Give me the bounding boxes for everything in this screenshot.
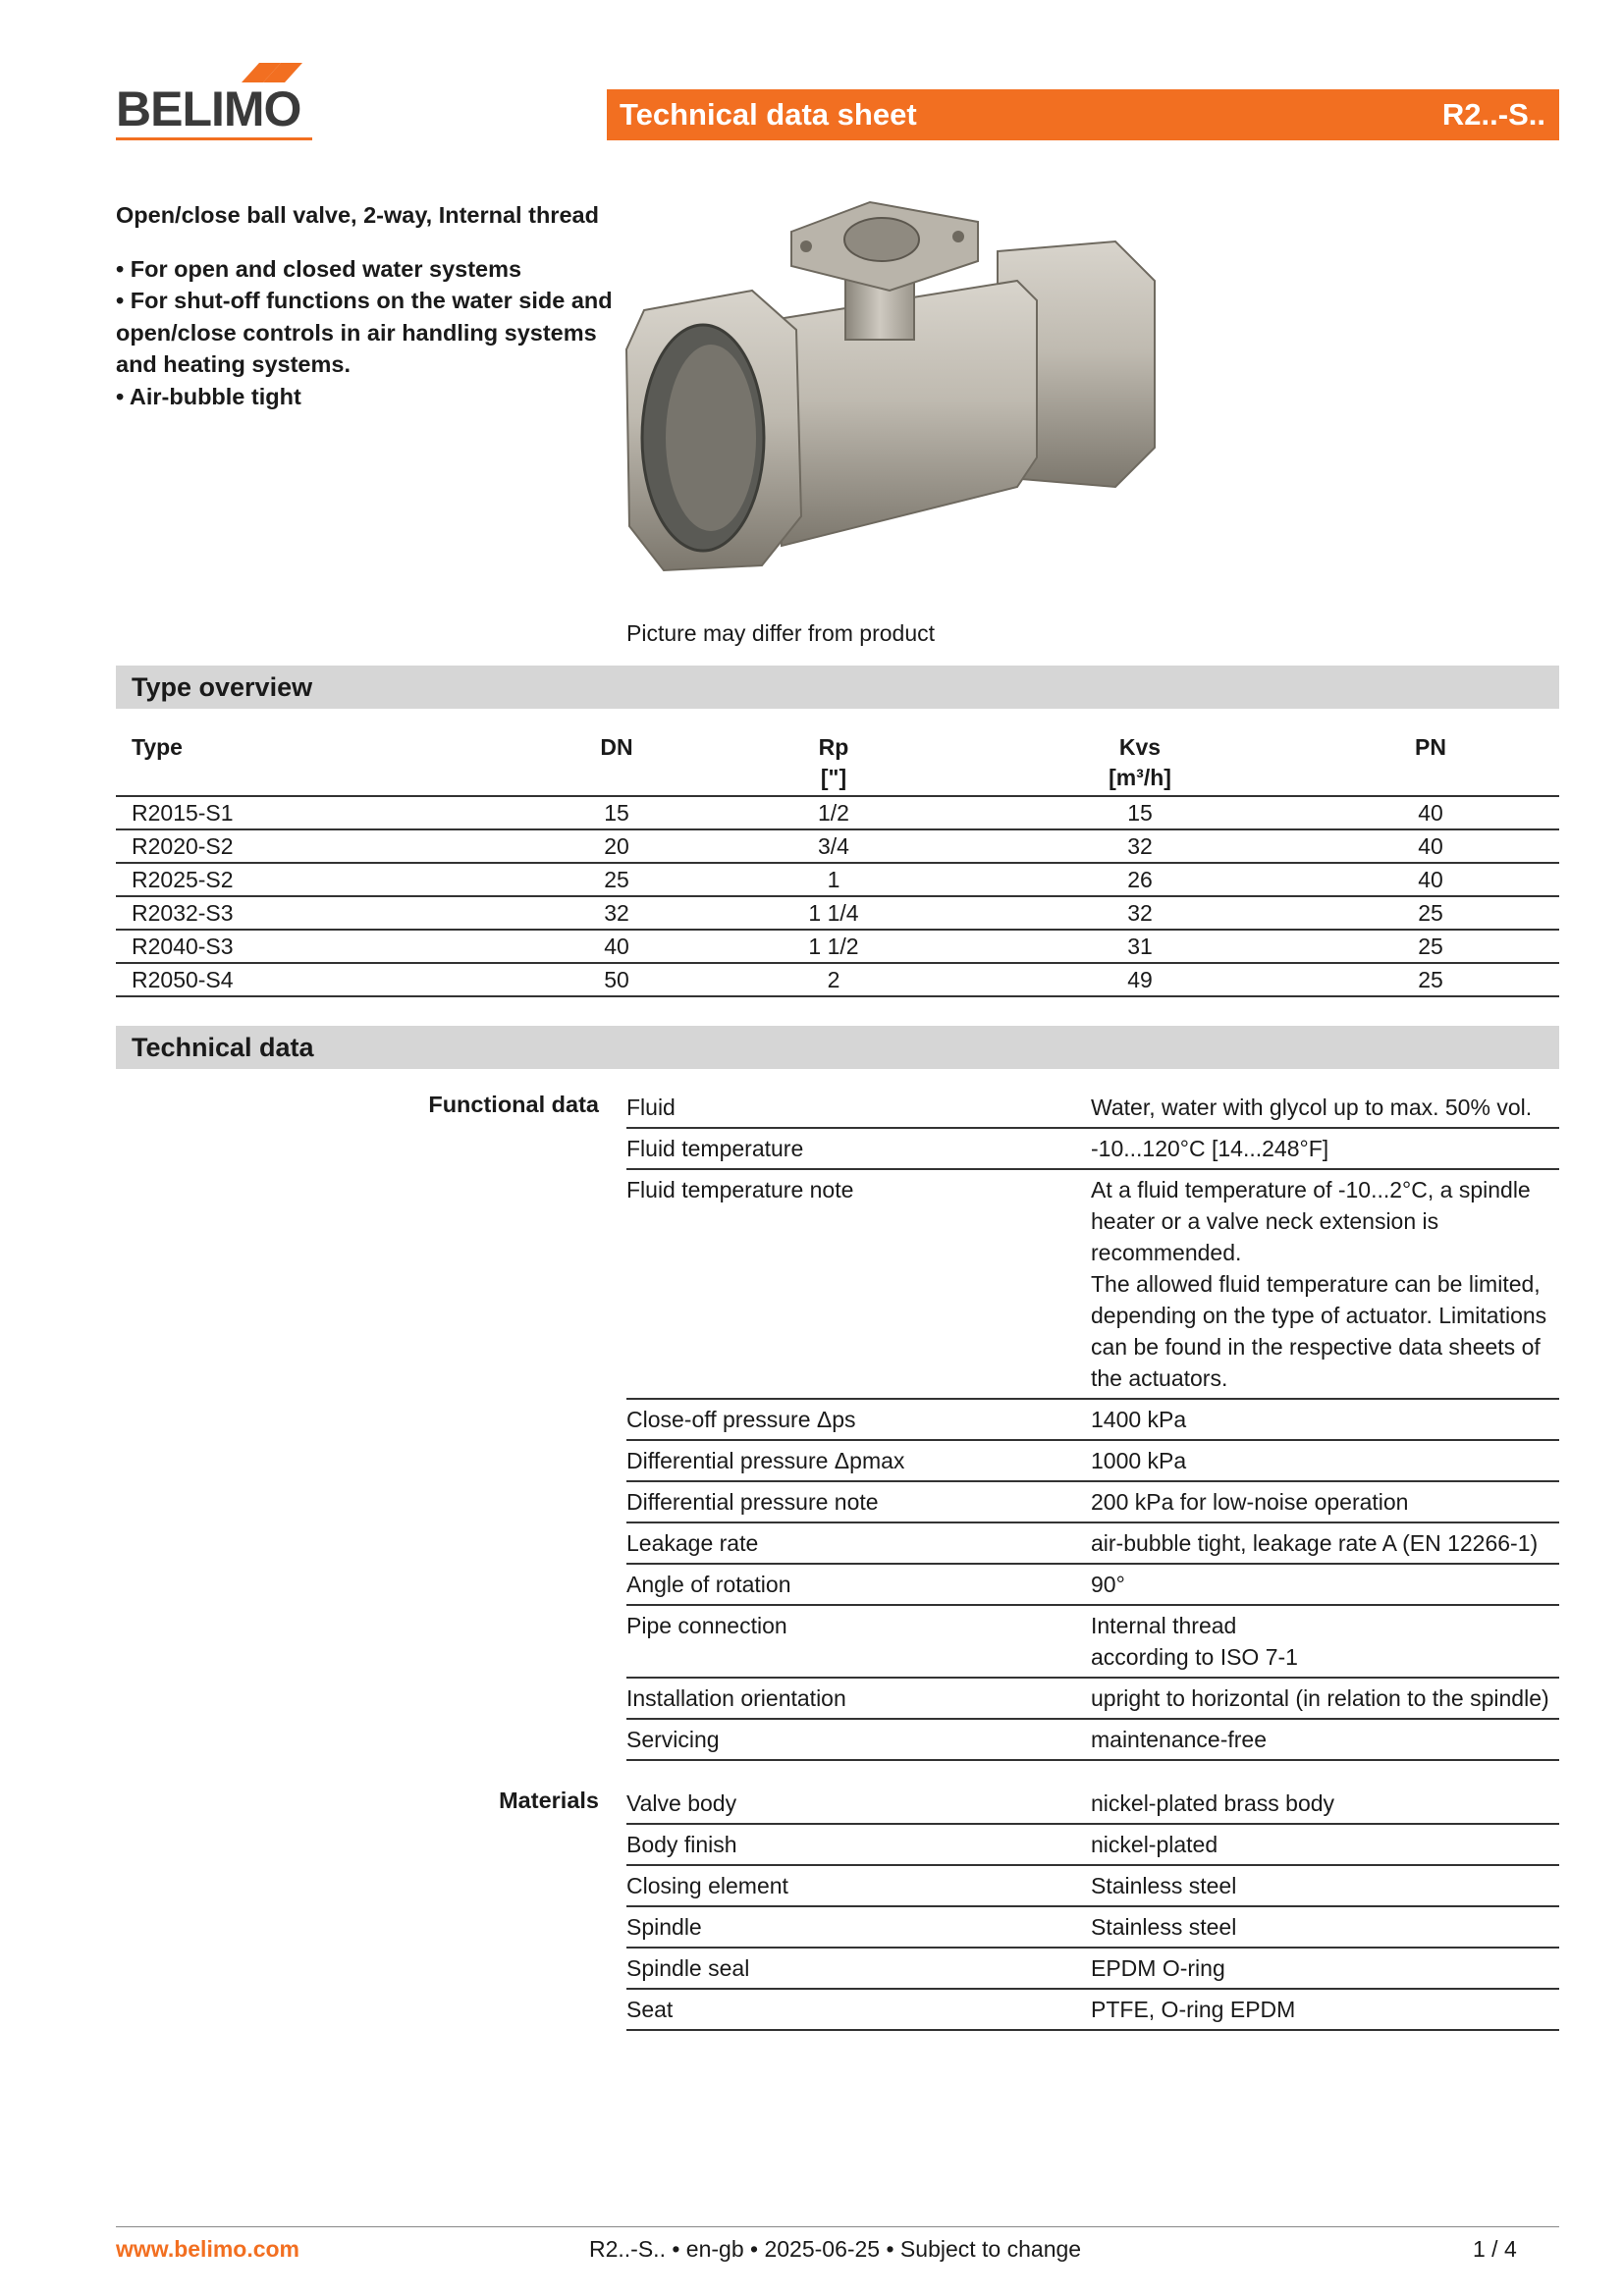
- tech-row-key: Fluid: [626, 1095, 676, 1120]
- tech-row: [626, 1866, 1559, 1907]
- column-header-type: Type: [116, 732, 544, 796]
- tech-row-value: 200 kPa for low-noise operation: [1091, 1489, 1409, 1515]
- table-cell: 15: [544, 796, 689, 829]
- table-cell: 25: [1302, 963, 1559, 996]
- table-cell: 2: [689, 963, 978, 996]
- tech-row: [626, 1949, 1559, 1990]
- tech-row-value: Stainless steel: [1091, 1914, 1237, 1940]
- intro-bullet: • Air-bubble tight: [116, 383, 301, 409]
- tech-row-value: 90°: [1091, 1572, 1125, 1597]
- tech-row: [626, 1482, 1559, 1523]
- tech-row-value: 1400 kPa: [1091, 1407, 1187, 1432]
- tech-row-value: 1000 kPa: [1091, 1448, 1187, 1473]
- brand-name: BELIMO: [116, 81, 301, 136]
- tech-row-key: Valve body: [626, 1790, 737, 1816]
- tech-row-value: -10...120°C [14...248°F]: [1091, 1136, 1329, 1161]
- tech-row: [626, 1441, 1559, 1482]
- table-cell: 26: [978, 863, 1302, 896]
- tech-row-value: At a fluid temperature of -10...2°C, a spindle heater or a valve neck extension is recommended. The allowed fluid temperature can be limited, depending on the type of actuator. Limitations can be found in the respective data sheets of the actuators.: [1091, 1177, 1547, 1391]
- product-photo: [624, 192, 1164, 624]
- table-row: [116, 963, 1559, 996]
- table-cell: 40: [1302, 829, 1559, 863]
- table-cell: 32: [978, 896, 1302, 930]
- tech-row-value: Stainless steel: [1091, 1873, 1237, 1898]
- intro-bullet: • For open and closed water systems: [116, 255, 522, 282]
- tech-row-key: Spindle seal: [626, 1955, 750, 1981]
- intro-heading: Open/close ball valve, 2-way, Internal thread: [116, 202, 599, 228]
- tech-row: [626, 1400, 1559, 1441]
- tech-row-key: Pipe connection: [626, 1613, 787, 1638]
- tech-row: [626, 1170, 1559, 1400]
- column-header-dn: DN: [544, 732, 689, 796]
- tech-row: [626, 1088, 1559, 1129]
- table-row: [116, 829, 1559, 863]
- tech-row-key: Closing element: [626, 1873, 788, 1898]
- tech-row-value: upright to horizontal (in relation to the spindle): [1091, 1685, 1549, 1711]
- column-header-kvs: Kvs [m³/h]: [978, 732, 1302, 796]
- table-cell: R2032-S3: [116, 896, 544, 930]
- table-cell: 25: [544, 863, 689, 896]
- table-cell: 1 1/2: [689, 930, 978, 963]
- table-cell: 1/2: [689, 796, 978, 829]
- tech-row-key: Leakage rate: [626, 1530, 759, 1556]
- table-cell: R2025-S2: [116, 863, 544, 896]
- group-label-materials: Materials: [499, 1788, 599, 1813]
- tech-row-value: nickel-plated: [1091, 1832, 1218, 1857]
- group-label-functional-data: Functional data: [428, 1092, 599, 1117]
- column-header-pn: PN: [1302, 732, 1559, 796]
- table-cell: R2015-S1: [116, 796, 544, 829]
- tech-row-key: Servicing: [626, 1727, 720, 1752]
- tech-row-key: Spindle: [626, 1914, 702, 1940]
- table-cell: 50: [544, 963, 689, 996]
- footer-doc-info: R2..-S.. • en-gb • 2025-06-25 • Subject to change: [589, 2236, 1082, 2262]
- table-row: [116, 896, 1559, 930]
- intro-block: [116, 199, 626, 412]
- tech-rows-functional: [626, 1088, 1559, 1761]
- table-cell: 25: [1302, 930, 1559, 963]
- tech-rows-materials: [626, 1784, 1559, 2031]
- table-cell: 25: [1302, 896, 1559, 930]
- type-overview-table: [116, 732, 1559, 997]
- section-technical-data: Technical data: [116, 1026, 1559, 1069]
- table-cell: 31: [978, 930, 1302, 963]
- logo-underline: [116, 137, 312, 140]
- table-cell: 1: [689, 863, 978, 896]
- intro-bullet: • For shut-off functions on the water side and open/close controls in air handling systems and heating systems.: [116, 288, 613, 377]
- header-title: Technical data sheet: [620, 97, 917, 132]
- table-cell: R2040-S3: [116, 930, 544, 963]
- tech-row-value: PTFE, O-ring EPDM: [1091, 1997, 1296, 2022]
- table-cell: R2050-S4: [116, 963, 544, 996]
- tech-row: [626, 1679, 1559, 1720]
- footer-url-link[interactable]: www.belimo.com: [116, 2236, 300, 2262]
- tech-row-key: Angle of rotation: [626, 1572, 791, 1597]
- table-cell: 40: [1302, 863, 1559, 896]
- photo-caption: Picture may differ from product: [626, 620, 936, 646]
- table-cell: 49: [978, 963, 1302, 996]
- section-type-overview: Type overview: [116, 666, 1559, 709]
- tech-row-key: Differential pressure note: [626, 1489, 879, 1515]
- tech-row: [626, 1784, 1559, 1825]
- table-cell: 32: [544, 896, 689, 930]
- table-cell: 15: [978, 796, 1302, 829]
- tech-row-value: Internal thread according to ISO 7-1: [1091, 1613, 1298, 1670]
- tech-row: [626, 1990, 1559, 2031]
- tech-row: [626, 1606, 1559, 1679]
- tech-row-value: air-bubble tight, leakage rate A (EN 12266-1): [1091, 1530, 1539, 1556]
- tech-row-key: Seat: [626, 1997, 674, 2022]
- tech-row-key: Close-off pressure Δps: [626, 1407, 856, 1432]
- tech-row: [626, 1129, 1559, 1170]
- tech-row-key: Installation orientation: [626, 1685, 846, 1711]
- tech-row-value: EPDM O-ring: [1091, 1955, 1225, 1981]
- column-header-rp: Rp ["]: [689, 732, 978, 796]
- tech-row-key: Differential pressure Δpmax: [626, 1448, 905, 1473]
- footer-divider: [116, 2226, 1559, 2227]
- brand-logo: [116, 59, 322, 143]
- table-cell: 1 1/4: [689, 896, 978, 930]
- table-cell: 3/4: [689, 829, 978, 863]
- table-row: [116, 796, 1559, 829]
- tech-row-value: maintenance-free: [1091, 1727, 1267, 1752]
- footer-page-number: 1 / 4: [1473, 2236, 1517, 2262]
- table-cell: 20: [544, 829, 689, 863]
- tech-row: [626, 1720, 1559, 1761]
- table-cell: R2020-S2: [116, 829, 544, 863]
- table-cell: 32: [978, 829, 1302, 863]
- table-row: [116, 930, 1559, 963]
- tech-row-key: Fluid temperature note: [626, 1177, 854, 1202]
- tech-row-value: nickel-plated brass body: [1091, 1790, 1335, 1816]
- table-header-row: [116, 732, 1559, 796]
- tech-row: [626, 1565, 1559, 1606]
- tech-row: [626, 1907, 1559, 1949]
- tech-row-value: Water, water with glycol up to max. 50% vol.: [1091, 1095, 1533, 1120]
- table-row: [116, 863, 1559, 896]
- tech-row-key: Fluid temperature: [626, 1136, 804, 1161]
- tech-row: [626, 1523, 1559, 1565]
- table-cell: 40: [544, 930, 689, 963]
- table-cell: 40: [1302, 796, 1559, 829]
- tech-row: [626, 1825, 1559, 1866]
- ball-valve-photo-icon: [624, 192, 1164, 624]
- tech-row-key: Body finish: [626, 1832, 737, 1857]
- header-bar: [607, 89, 1559, 140]
- header-product-code: R2..-S..: [1441, 97, 1545, 132]
